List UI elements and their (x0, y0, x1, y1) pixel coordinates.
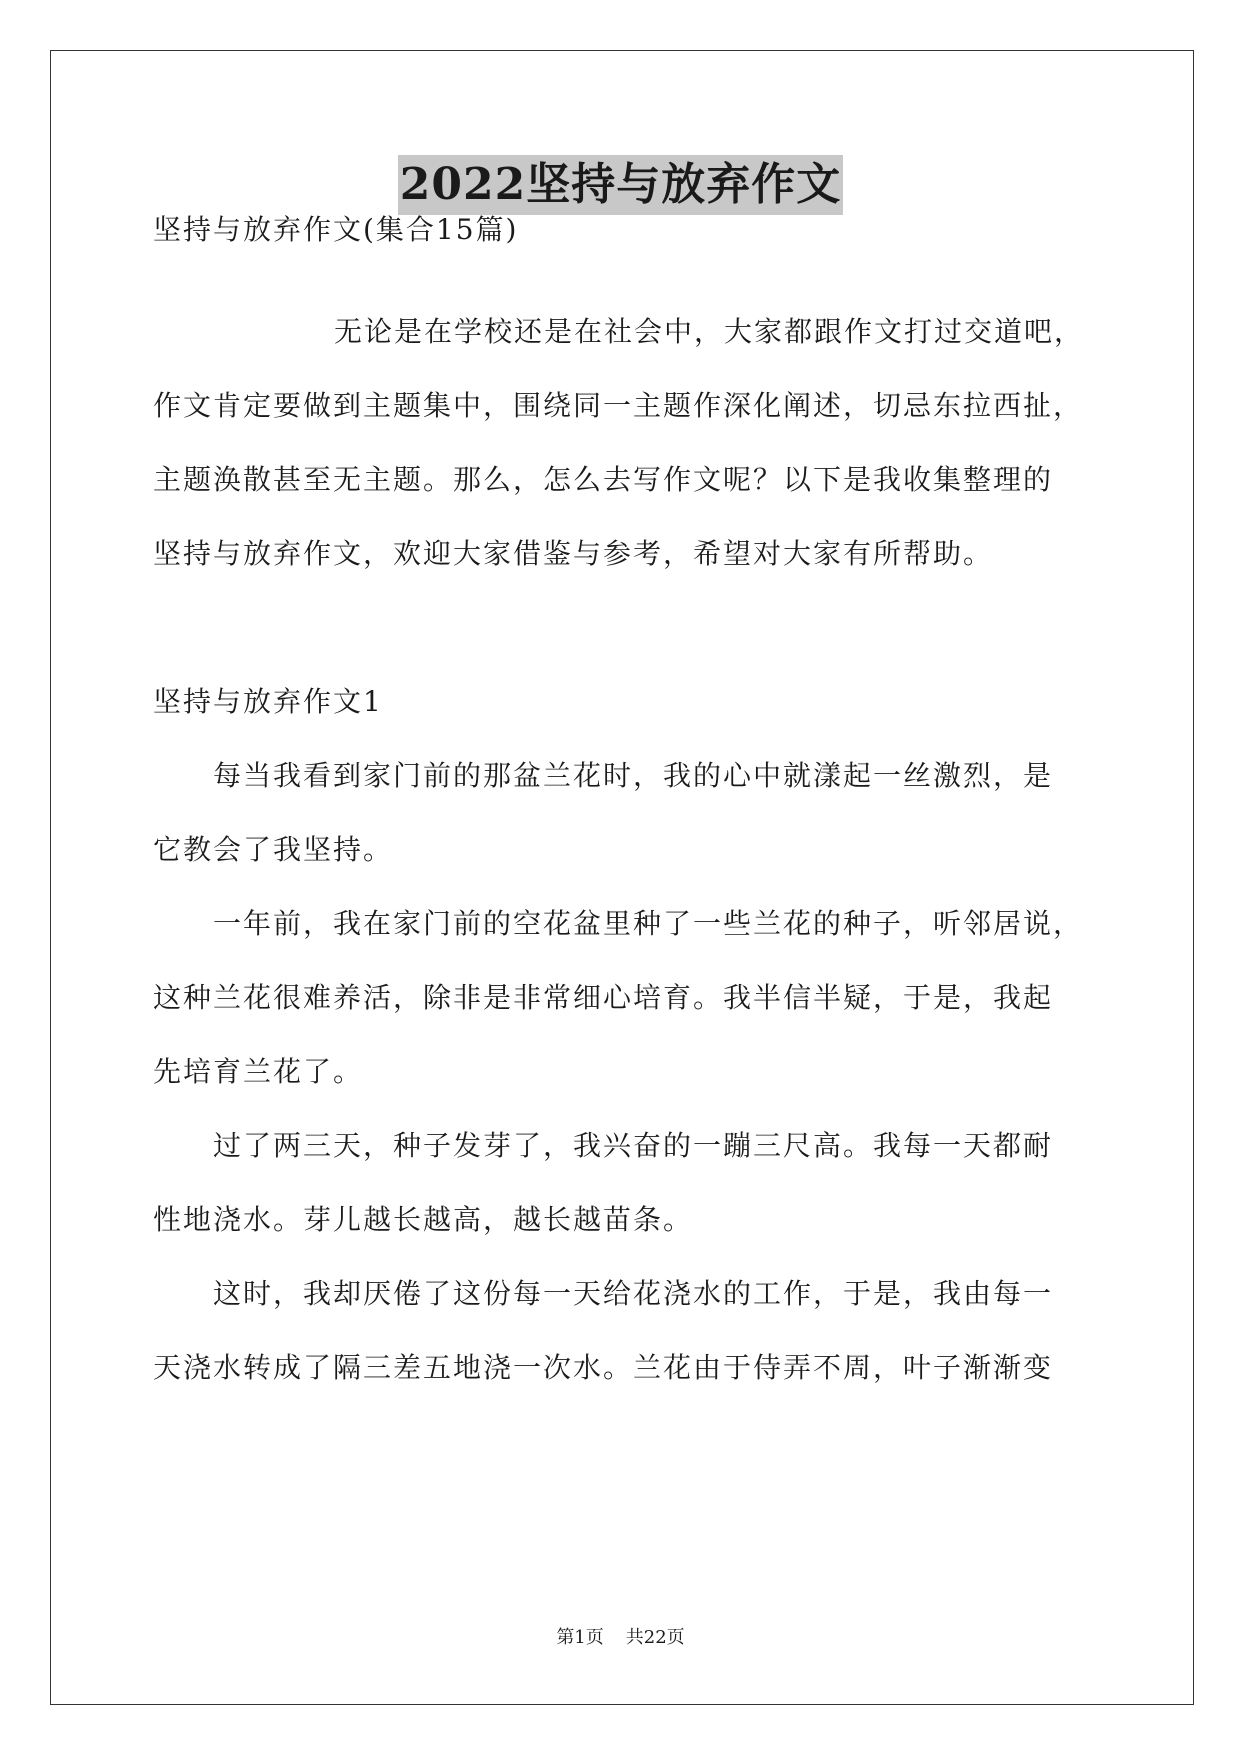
body-line: 一年前，我在家门前的空花盆里种了一些兰花的种子，听邻居说， (213, 907, 1084, 940)
intro-line: 坚持与放弃作文，欢迎大家借鉴与参考，希望对大家有所帮助。 (153, 537, 994, 570)
intro-line: 主题涣散甚至无主题。那么，怎么去写作文呢？以下是我收集整理的 (153, 463, 1054, 496)
page-border (50, 50, 1194, 1705)
subtitle: 坚持与放弃作文(集合15篇) (153, 213, 519, 246)
body-line: 这时，我却厌倦了这份每一天给花浇水的工作，于是，我由每一 (213, 1277, 1054, 1310)
body-line: 先培育兰花了。 (153, 1055, 364, 1088)
page-number: 第1页 (556, 1627, 604, 1648)
intro-line: 无论是在学校还是在社会中，大家都跟作文打过交道吧， (334, 315, 1085, 348)
document-title: 2022坚持与放弃作文 (398, 155, 843, 215)
title-container (0, 155, 1241, 215)
section-heading: 坚持与放弃作文1 (153, 685, 383, 718)
body-line: 过了两三天，种子发芽了，我兴奋的一蹦三尺高。我每一天都耐 (213, 1129, 1054, 1162)
page-footer (0, 1626, 1241, 1650)
body-line: 天浇水转成了隔三差五地浇一次水。兰花由于侍弄不周，叶子渐渐变 (153, 1351, 1054, 1384)
body-line: 每当我看到家门前的那盆兰花时，我的心中就漾起一丝激烈，是 (213, 759, 1054, 792)
body-line: 这种兰花很难养活，除非是非常细心培育。我半信半疑，于是，我起 (153, 981, 1054, 1014)
body-line: 它教会了我坚持。 (153, 833, 394, 866)
body-line: 性地浇水。芽儿越长越高，越长越苗条。 (153, 1203, 694, 1236)
intro-line: 作文肯定要做到主题集中，围绕同一主题作深化阐述，切忌东拉西扯， (153, 389, 1084, 422)
page-total: 共22页 (625, 1627, 685, 1648)
